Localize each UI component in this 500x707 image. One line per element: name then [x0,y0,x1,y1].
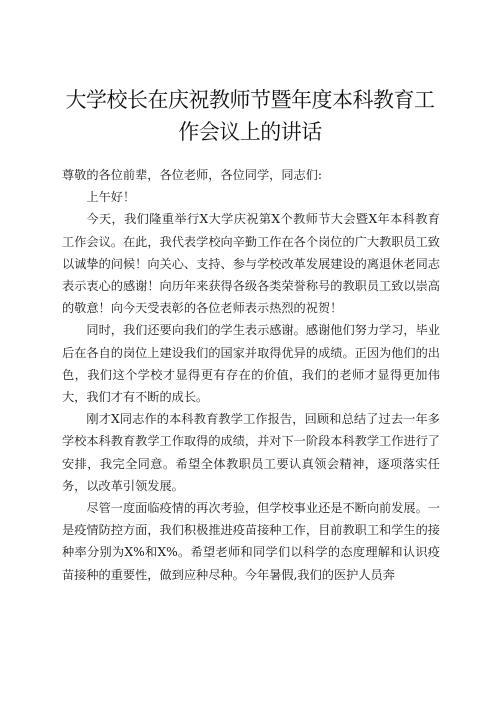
salutation: 尊敬的各位前辈，各位老师，各位同学，同志们: [62,168,323,182]
document-body [62,164,440,586]
body-paragraph: 同时，我们还要向我们的学生表示感谢。感谢他们努力学习，毕业后在各自的岗位上建设我们的国家并取得优异的成绩。正因为他们的出色，我们这个学校才显得更有存在的价值，我们的老师才显得更加伟大，我们才有不断的成长。 [62,323,440,405]
body-paragraph: 刚才X同志作的本科教育教学工作报告，回顾和总结了过去一年多学校本科教育教学工作取得的成绩，并对下一阶段本科教学工作进行了安排，我完全同意。希望全体教职员工要认真领会精神，逐项落实任务，以改革引领发展。 [62,412,440,493]
document-title: 大学校长在庆祝教师节暨年度本科教育工作会议上的讲话 [65,88,435,144]
greeting: 上午好！ [86,190,136,205]
body-paragraph: 尽管一度面临疫情的再次考验，但学校事业还是不断向前发展。一是疫情防控方面，我们积极推进疫苗接种工作，目前教职工和学生的接种率分别为X%和X%。希望老师和同学们以科学的态度理解和认识疫苗接种的重要性，做到应种尽种。今年暑假,我们的医护人员奔 [62,501,440,582]
body-paragraph: 今天，我们隆重举行X大学庆祝第X个教师节大会暨X年本科教育工作会议。在此，我代表学校向辛勤工作在各个岗位的广大教职员工致以诚挚的问候！向关心、支持、参与学校改革发展建设的离退休老同志表示衷心的感谢！向历年来获得各级各类荣誉称号的教职员工致以崇高的敬意！向今天受表彰的各位老师表示热烈的祝贺！ [62,212,440,316]
